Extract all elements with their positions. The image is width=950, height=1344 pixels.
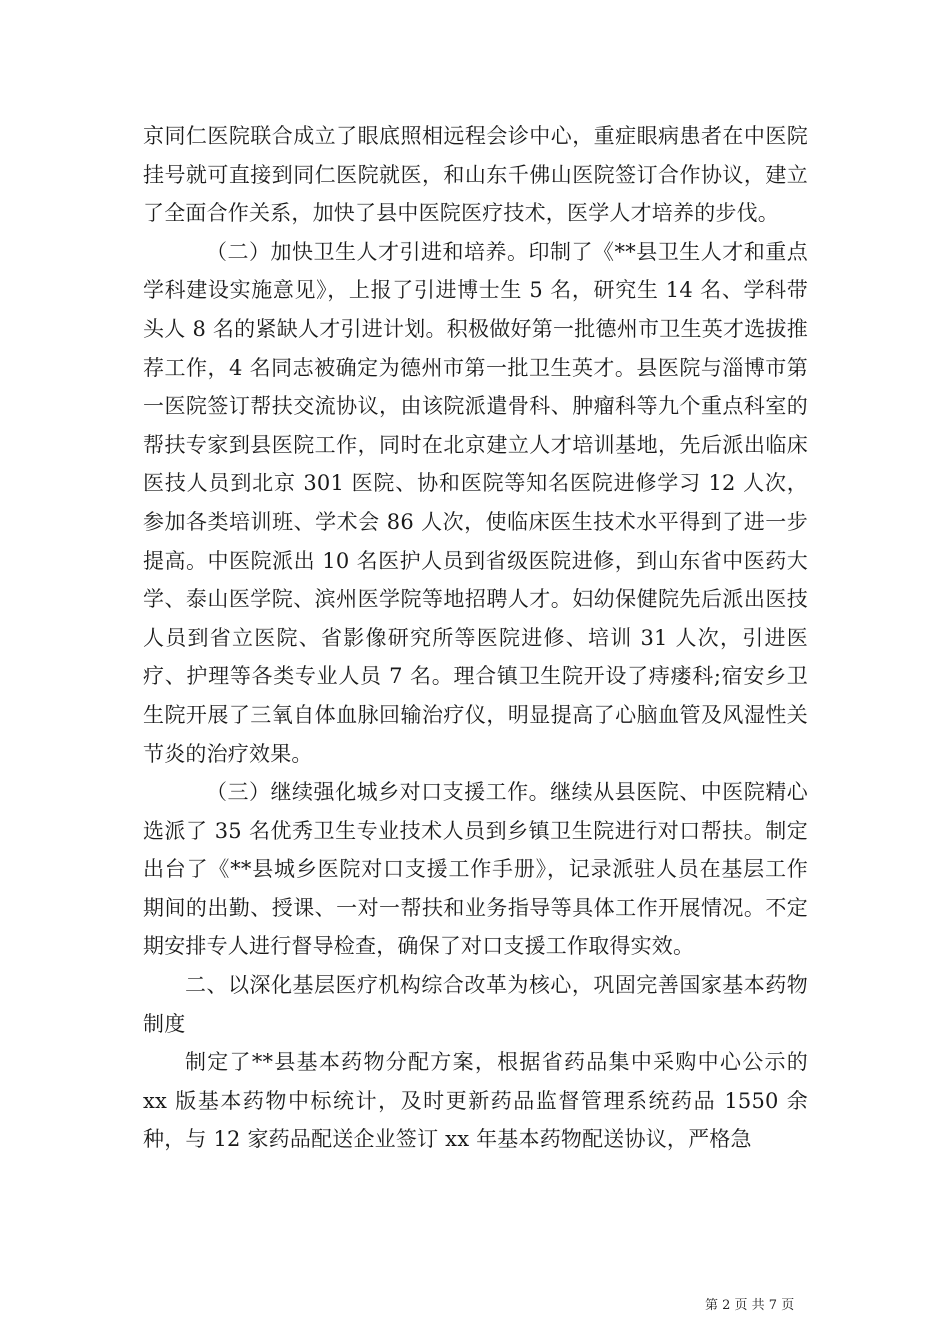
section-heading-essential-drugs: 二、以深化基层医疗机构综合改革为核心，巩固完善国家基本药物制度 bbox=[143, 973, 808, 1036]
paragraph-drug-distribution: 制定了**县基本药物分配方案，根据省药品集中采购中心公示的 xx 版基本药物中标统计，及时更新药品监督管理系统药品 1550 余种，与 12 家药品配送企业签订 xx 年基本药物配送协议，严格急 bbox=[143, 1050, 808, 1152]
paragraph-talent-training: （二）加快卫生人才引进和培养。印制了《**县卫生人才和重点学科建设实施意见》，上报了引进博士生 5 名，研究生 14 名、学科带头人 8 名的紧缺人才引进计划。积极做好第一批德州市卫生英才选拔推荐工作，4 名同志被确定为德州市第一批卫生英才。县医院与淄博市第一医院签订帮扶交流协议，由该院派遣骨科、肿瘤科等九个重点科室的帮扶专家到县医院工作，同时在北京建立人才培训基地，先后派出临床医技人员到北京 301 医院、协和医院等知名医院进修学习 12 人次，参加各类培训班、学术会 86 人次，使临床医生技术水平得到了进一步提高。中医院派出 10 名医护人员到省级医院进修，到山东省中医药大学、泰山医学院、滨州医学院等地招聘人才。妇幼保健院先后派出医技人员到省立医院、省影像研究所等医院进修、培训 31 人次，引进医疗、护理等各类专业人员 7 名。理合镇卫生院开设了痔瘘科;宿安乡卫生院开展了三氧自体血脉回输治疗仪，明显提高了心脑血管及风湿性关节炎的治疗效果。 bbox=[143, 239, 808, 766]
document-body bbox=[143, 117, 808, 1159]
paragraph-counterpart-support: （三）继续强化城乡对口支援工作。继续从县医院、中医院精心选派了 35 名优秀卫生专业技术人员到乡镇卫生院进行对口帮扶。制定出台了《**县城乡医院对口支援工作手册》，记录派驻人员在基层工作期间的出勤、授课、一对一帮扶和业务指导等具体工作开展情况。不定期安排专人进行督导检查，确保了对口支援工作取得实效。 bbox=[143, 780, 808, 959]
page-number-footer: 第 2 页 共 7 页 bbox=[705, 1298, 795, 1313]
paragraph-continuation: 京同仁医院联合成立了眼底照相远程会诊中心，重症眼病患者在中医院挂号就可直接到同仁医院就医，和山东千佛山医院签订合作协议，建立了全面合作关系，加快了县中医院医疗技术，医学人才培养的步伐。 bbox=[143, 124, 808, 226]
